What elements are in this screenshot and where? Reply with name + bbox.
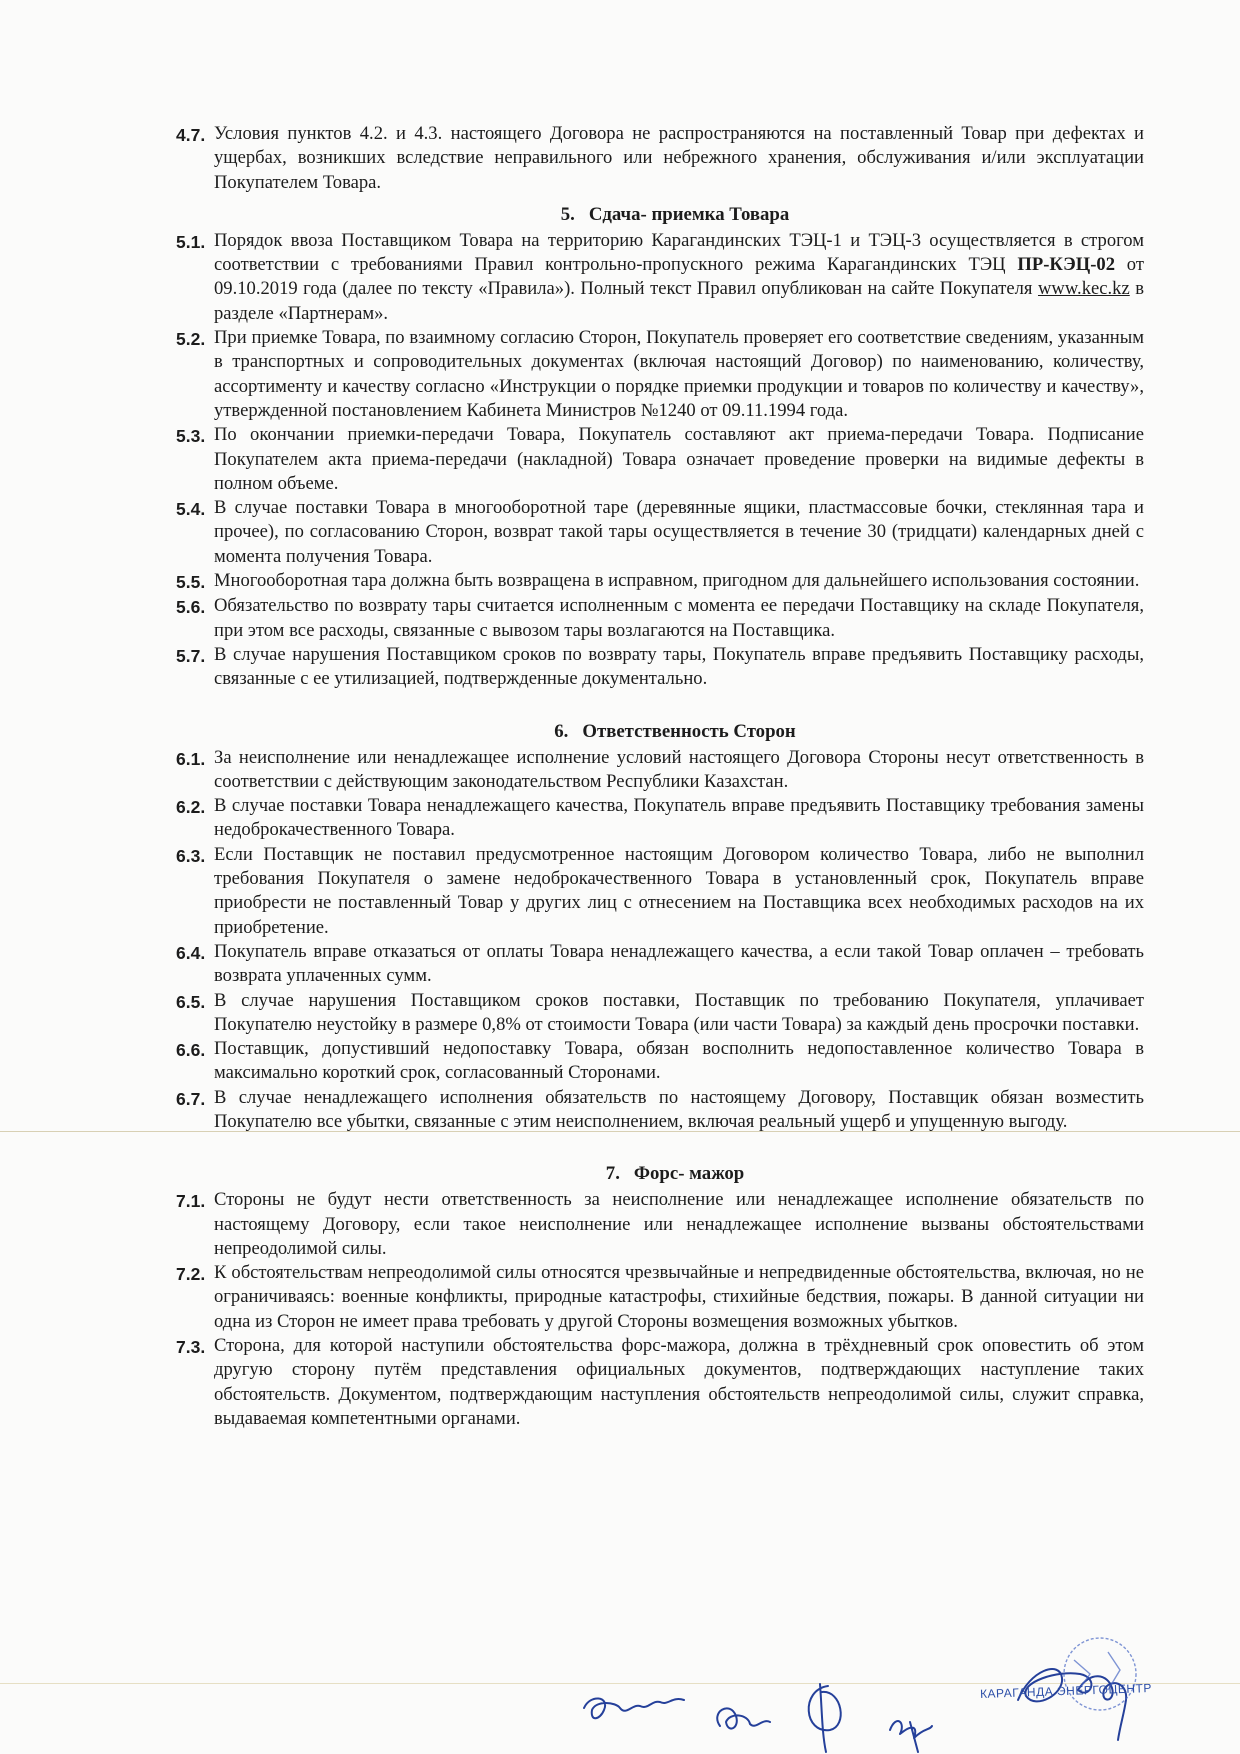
clause-text: В случае поставки Товара ненадлежащего качества, Покупатель вправе предъявить Поставщику требования замены недоброкачественного Товара. bbox=[214, 795, 1144, 841]
clause-text: Поставщик, допустивший недопоставку Товара, обязан восполнить недопоставленное количество Товара в максимально короткий срок, согласованный Сторонами. bbox=[214, 1038, 1144, 1084]
clause-5-2 bbox=[176, 326, 1144, 423]
section-number: 5. bbox=[560, 203, 575, 225]
clause-6-1 bbox=[176, 746, 1144, 795]
section-5-heading bbox=[176, 203, 1144, 227]
clause-text-part: от 09.10.2019 года (далее по тексту «Правила»). Полный текст Правил опубликован на сайте Покупателя bbox=[214, 254, 1144, 300]
clause-6-5 bbox=[176, 989, 1144, 1038]
clause-number: 7.1. bbox=[176, 1191, 206, 1212]
clause-text: Обязательство по возврату тары считается исполненным с момента ее передачи Поставщику на складе Покупателя, при этом все расходы, связанные с вывозом тары возлагаются на Поставщика. bbox=[214, 595, 1144, 641]
clause-text: В случае нарушения Поставщиком сроков поставки, Поставщик по требованию Покупателя, уплачивает Покупателю неустойку в размере 0,8% от стоимости Товара (или части Товара) за каждый день просрочки поставки. bbox=[214, 989, 1144, 1035]
clause-6-6 bbox=[176, 1037, 1144, 1086]
signature-1 bbox=[584, 1698, 684, 1718]
clause-5-4 bbox=[176, 496, 1144, 569]
website-link[interactable]: www.kec.kz bbox=[1037, 278, 1130, 300]
rule-code: ПР-КЭЦ-02 bbox=[1017, 254, 1115, 276]
signature-2 bbox=[717, 1708, 770, 1728]
clause-number: 6.1. bbox=[176, 748, 206, 769]
section-title: Сдача- приемка Товара bbox=[588, 203, 790, 225]
clause-5-6 bbox=[176, 594, 1144, 643]
clause-text: Покупатель вправе отказаться от оплаты Товара ненадлежащего качества, а если такой Товар оплачен – требовать возврата уплаченных сумм. bbox=[214, 940, 1144, 987]
clause-text: Многооборотная тара должна быть возвращена в исправном, пригодном для дальнейшего использования состоянии. bbox=[214, 570, 1140, 592]
section-7-heading bbox=[176, 1162, 1144, 1186]
clause-number: 5.2. bbox=[176, 329, 206, 350]
clause-text: За неисполнение или ненадлежащее исполнение условий настоящего Договора Стороны несут ответственность в соответствии с действующим законодательством Республики Казахстан. bbox=[214, 746, 1144, 792]
clause-7-1 bbox=[176, 1188, 1144, 1261]
stamp-text: КАРАГАНДА ЭНЕРГОЦЕНТР bbox=[979, 1681, 1153, 1701]
section-title: Ответственность Сторон bbox=[582, 720, 796, 742]
clause-number: 6.6. bbox=[176, 1040, 206, 1061]
section-title: Форс- мажор bbox=[633, 1163, 745, 1185]
clause-5-5 bbox=[176, 569, 1144, 594]
clause-number: 5.3. bbox=[176, 426, 206, 447]
spacer bbox=[176, 1134, 1144, 1154]
clause-7-2 bbox=[176, 1261, 1144, 1334]
clause-number: 5.6. bbox=[176, 597, 206, 618]
clause-number: 6.2. bbox=[176, 797, 206, 818]
clause-5-7 bbox=[176, 643, 1144, 692]
clause-number: 5.4. bbox=[176, 499, 206, 520]
contract-body bbox=[176, 122, 1144, 1431]
spacer bbox=[176, 692, 1144, 712]
clause-text: Сторона, для которой наступили обстоятельства форс-мажора, должна в трёхдневный срок оповестить об этом другую сторону путём представления официальных документов, подтверждающих наступление таких обстоятельств. Документом, подтверждающим наступления обстоятельств непреодолимой силы, служит справка, выдаваемая компетентными органами. bbox=[214, 1335, 1144, 1429]
section-number: 6. bbox=[554, 720, 569, 742]
section-6-heading bbox=[176, 720, 1144, 744]
clause-number: 4.7. bbox=[176, 125, 206, 145]
clause-text bbox=[214, 229, 1144, 326]
clause-number: 6.7. bbox=[176, 1088, 206, 1109]
clause-text: Стороны не будут нести ответственность за неисполнение или ненадлежащее исполнение обязательств по настоящему Договору, если такое неисполнение или ненадлежащее исполнение вызваны обстоятельствами непреодолимой силы. bbox=[214, 1189, 1144, 1259]
clause-5-3 bbox=[176, 423, 1144, 496]
clause-text: Условия пунктов 4.2. и 4.3. настоящего Договора не распространяются на поставленный Товар при дефектах и ущербах, возникших вследствие неправильного или небрежного хранения, обслуживания и/или эксплуатации Покупателем Товара. bbox=[214, 123, 1144, 193]
clause-text: В случае поставки Товара в многооборотной таре (деревянные ящики, пластмассовые бочки, стеклянная тара и прочее), по согласованию Сторон, возврат такой тары осуществляется в течение 30 (тридцати) календарных дней с момента получения Товара. bbox=[214, 497, 1144, 567]
clause-text: Если Поставщик не поставил предусмотренное настоящим Договором количество Товара, либо не выполнил требования Покупателя о замене недоброкачественного Товара в установленный срок, Покупатель вправе приобрести не поставленный Товар у других лиц с отнесением на Поставщика всех необходимых расходов на их приобретение. bbox=[214, 843, 1144, 938]
clause-number: 7.3. bbox=[176, 1337, 206, 1358]
clause-6-7 bbox=[176, 1086, 1144, 1135]
clause-number: 5.7. bbox=[176, 645, 206, 666]
clause-6-2 bbox=[176, 794, 1144, 843]
clause-4-7 bbox=[176, 122, 1144, 195]
clause-number: 6.3. bbox=[176, 845, 206, 866]
clause-text: По окончании приемки-передачи Товара, Покупатель составляют акт приема-передачи Товара. Подписание Покупателем акта приема-передачи (накладной) Товара означает проведение проверки на видимые дефекты в полном объеме. bbox=[214, 424, 1144, 494]
clause-text: К обстоятельствам непреодолимой силы относятся чрезвычайные и непредвиденные обстоятельства, включая, но не ограничиваясь: военные конфликты, природные катастрофы, стихийные бедствия, пожары. В данной ситуации ни одна из Сторон не имеет права требовать у другой Стороны возмещения возможных убытков. bbox=[214, 1262, 1144, 1332]
clause-text-part: в разделе «Партнерам». bbox=[214, 278, 1144, 324]
signature-4 bbox=[890, 1721, 932, 1752]
clause-text: При приемке Товара, по взаимному согласию Сторон, Покупатель проверяет его соответствие сведениям, указанным в транспортных и сопроводительных документах (включая настоящий Договор) по наименованию, количеству, ассортименту и качеству согласно «Инструкции о порядке приемки продукции и товаров по количеству и качеству», утвержденной постановлением Кабинета Министров №1240 от 09.11.1994 года. bbox=[214, 327, 1144, 421]
clause-5-1 bbox=[176, 229, 1144, 326]
clause-number: 5.5. bbox=[176, 572, 206, 593]
clause-text: В случае нарушения Поставщиком сроков по возврату тары, Покупатель вправе предъявить Поставщику расходы, связанные с ее утилизацией, подтвержденные документально. bbox=[214, 643, 1144, 690]
clause-7-3 bbox=[176, 1334, 1144, 1431]
section-number: 7. bbox=[605, 1163, 620, 1185]
clause-number: 6.4. bbox=[176, 942, 206, 963]
clause-6-3 bbox=[176, 843, 1144, 940]
clause-text: В случае ненадлежащего исполнения обязательств по настоящему Договору, Поставщик обязан возместить Покупателю все убытки, связанные с этим неисполнением, включая реальный ущерб и упущенную выгоду. bbox=[214, 1086, 1144, 1132]
clause-6-4 bbox=[176, 940, 1144, 989]
clause-number: 5.1. bbox=[176, 231, 206, 252]
signature-3 bbox=[809, 1684, 841, 1752]
signature-5 bbox=[1018, 1669, 1126, 1740]
clause-number: 7.2. bbox=[176, 1264, 206, 1285]
clause-number: 6.5. bbox=[176, 991, 206, 1012]
clause-text-part: Порядок ввоза Поставщиком Товара на территорию Карагандинских ТЭЦ-1 и ТЭЦ-3 осуществляется в строгом соответствии с требованиями Правил контрольно-пропускного режима Карагандинских ТЭЦ bbox=[214, 229, 1144, 276]
